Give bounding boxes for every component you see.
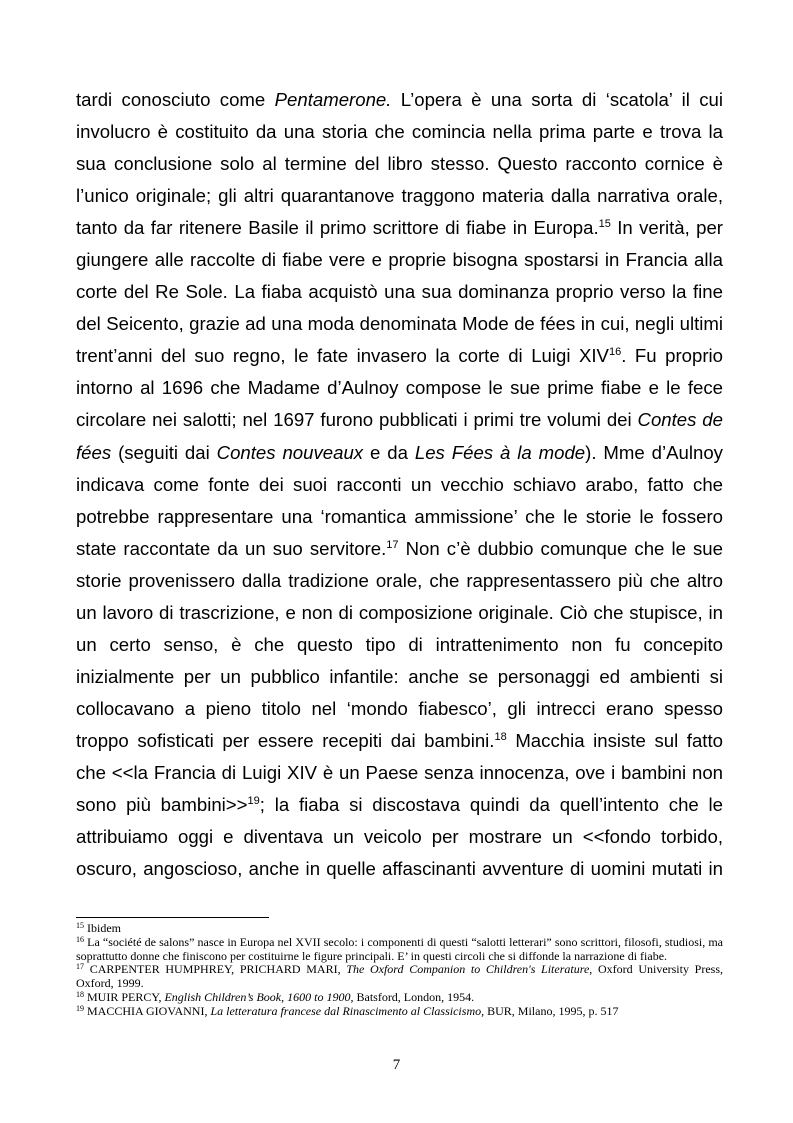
italic-run: fées	[76, 441, 112, 463]
italic-run: 1600 to 1900	[287, 989, 351, 1004]
footnote-ref: 19	[76, 1003, 84, 1013]
footnote	[76, 991, 723, 1005]
footnote	[76, 936, 723, 964]
text-run: potrebbe rappresentare una ‘romantica ammissione’ che le storie le fossero	[76, 505, 723, 527]
text-run: involucro è costituito da una storia che comincia nella prima parte e trova la	[76, 121, 723, 143]
text-run: ). Mme d’Aulnoy	[585, 441, 723, 463]
text-run: MUIR PERCY,	[84, 989, 165, 1004]
text-run: del Seicento, grazie ad una moda denominata Mode de fées in cui, negli ultimi	[76, 313, 723, 335]
footnote-ref: 18	[76, 989, 84, 999]
italic-run: La letteratura francese dal Rinascimento al Classicismo	[210, 1003, 482, 1018]
text-run: , BUR, Milano, 1995, p. 517	[481, 1003, 619, 1018]
text-line	[76, 629, 723, 661]
text-run: tardi conosciuto come	[76, 89, 275, 110]
text-line	[76, 116, 723, 148]
text-run: . Fu proprio	[621, 345, 723, 367]
text-line	[76, 244, 723, 276]
text-line	[76, 853, 723, 885]
text-line	[76, 437, 723, 469]
footnote-ref: 15	[76, 921, 84, 930]
text-run: un lavoro di trascrizione, e non di composizione originale. Ciò che stupisce, in	[76, 601, 723, 623]
footnote-ref: 17	[386, 538, 399, 551]
text-run: storie provenissero dalla tradizione orale, che rappresentassero più che altro	[76, 569, 723, 591]
italic-run: Pentamerone.	[274, 89, 392, 110]
text-run: intorno al 1696 che Madame d’Aulnoy compose le sue prime fiabe e le fece	[76, 377, 723, 399]
text-line	[76, 469, 723, 501]
text-run: L’opera è una sorta di ‘scatola’ il cui	[391, 89, 723, 110]
text-line	[76, 212, 723, 244]
text-run: , Oxford University Press, Oxford, 1999.	[76, 962, 723, 991]
text-run: MACCHIA GIOVANNI,	[84, 1003, 211, 1018]
text-line	[76, 725, 723, 757]
text-run: oscuro, angoscioso, anche in quelle affascinanti avventure di uomini mutati in	[76, 858, 723, 880]
text-run: un certo senso, è che questo tipo di intrattenimento non fu concepito	[76, 633, 723, 655]
text-run: corte del Re Sole. La fiaba acquistò una sua dominanza proprio verso la fine	[76, 281, 723, 303]
text-line	[76, 84, 723, 116]
text-run: troppo sofisticati per essere recepiti dai bambini.	[76, 729, 495, 751]
footnote-ref: 16	[608, 346, 622, 359]
footnote	[76, 922, 723, 936]
text-line	[76, 404, 723, 436]
footnote-ref: 16	[76, 934, 84, 944]
text-line	[76, 789, 723, 821]
text-line	[76, 693, 723, 725]
text-run: sono più bambini>>	[76, 794, 248, 816]
text-line	[76, 180, 723, 212]
text-run: e da	[363, 441, 415, 463]
italic-run: Les Fées à la mode	[414, 441, 586, 463]
text-run: In verità, per	[610, 217, 723, 239]
text-run: , Batsford, London, 1954.	[350, 989, 475, 1004]
text-run: sua conclusione solo al termine del libro stesso. Questo racconto cornice è	[76, 153, 723, 175]
italic-run: Contes nouveaux	[216, 441, 364, 463]
text-line	[76, 340, 723, 372]
text-line	[76, 148, 723, 180]
text-run: collocavano a pieno titolo nel ‘mondo fiabesco’, gli intrecci erano spesso	[76, 697, 723, 719]
text-run: (seguiti dai	[111, 441, 217, 463]
text-run: Ibidem	[84, 921, 121, 935]
footnote-ref: 18	[494, 730, 507, 743]
text-run: attribuiamo oggi e diventava un veicolo per mostrare un <<fondo torbido,	[76, 826, 723, 848]
italic-run: The Oxford Companion to Children's Literature	[346, 962, 590, 977]
text-line	[76, 533, 723, 565]
text-run: ,	[281, 989, 288, 1004]
footnote	[76, 963, 723, 991]
footnotes	[76, 922, 723, 1019]
italic-run: English Children’s Book	[164, 989, 282, 1004]
text-line	[76, 661, 723, 693]
footnote-ref: 15	[598, 218, 611, 231]
text-line	[76, 372, 723, 404]
text-run: trent’anni del suo regno, le fate invasero la corte di Luigi XIV	[76, 345, 609, 367]
footnote-ref: 19	[247, 795, 260, 808]
text-line	[76, 597, 723, 629]
text-run: ; la fiaba si discostava quindi da quell’intento che le	[259, 794, 723, 816]
text-line	[76, 757, 723, 789]
footnote-separator	[76, 917, 269, 918]
footnote	[76, 1005, 723, 1019]
text-run: l’unico originale; gli altri quarantanove traggono materia dalla narrativa orale,	[76, 185, 723, 207]
text-run: tanto da far ritenere Basile il primo scrittore di fiabe in Europa.	[76, 217, 599, 239]
text-run: state raccontate da un suo servitore.	[76, 537, 387, 559]
text-run: Macchia insiste sul fatto	[506, 729, 723, 751]
text-run: indicava come fonte dei suoi racconti un vecchio schiavo arabo, fatto che	[76, 473, 723, 495]
text-run: inizialmente per un pubblico infantile: anche se personaggi ed ambienti si	[76, 665, 723, 687]
text-line	[76, 565, 723, 597]
text-run: Non c’è dubbio comunque che le sue	[398, 537, 723, 559]
text-line	[76, 501, 723, 533]
italic-run: Contes de	[637, 409, 723, 431]
text-line	[76, 308, 723, 340]
text-run: La “société de salons” nasce in Europa nel XVII secolo: i componenti di questi “salotti letterari” sono scrittori, filosofi, studiosi, ma soprattutto donne che finiscono per costituirne le figure principali. E’ in questi circoli che si diffonde la narrazione di fiabe.	[76, 934, 723, 963]
text-run: giungere alle raccolte di fiabe vere e proprie bisogna spostarsi in Francia alla	[76, 249, 723, 271]
footnote-ref: 17	[76, 962, 84, 972]
text-line	[76, 276, 723, 308]
text-run: che <<la Francia di Luigi XIV è un Paese senza innocenza, ove i bambini non	[76, 761, 723, 783]
text-line	[76, 821, 723, 853]
text-run: circolare nei salotti; nel 1697 furono pubblicati i primi tre volumi dei	[76, 409, 638, 431]
text-run: CARPENTER HUMPHREY, PRICHARD MARI,	[84, 962, 347, 977]
page-number: 7	[392, 1057, 401, 1073]
body-text	[76, 84, 723, 885]
